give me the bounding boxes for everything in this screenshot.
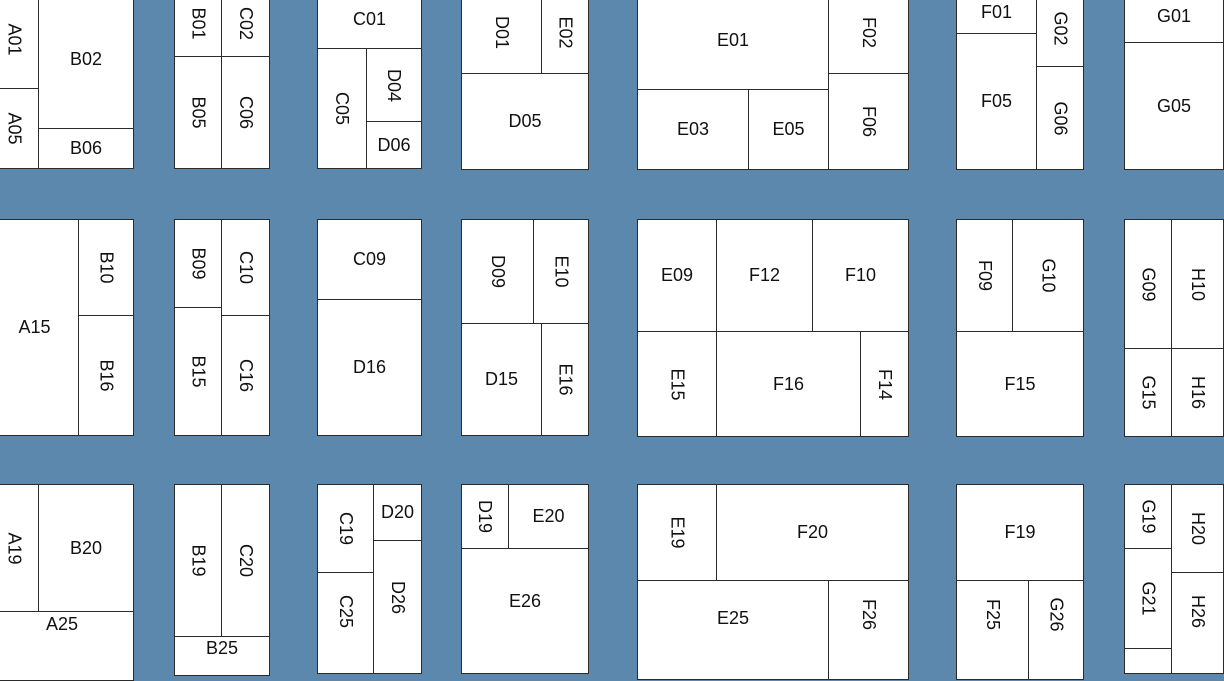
plot-label: C19 — [336, 511, 356, 546]
plot-label: G21 — [1138, 581, 1159, 616]
plot-label: F25 — [983, 598, 1003, 630]
plot-C16[interactable] — [221, 315, 270, 436]
plot-label: F02 — [859, 16, 879, 48]
plot-label: D09 — [488, 254, 508, 289]
plot-label: E02 — [555, 15, 576, 49]
plot-G06[interactable] — [1036, 66, 1084, 170]
plot-G15[interactable] — [1124, 348, 1172, 437]
plot-G01[interactable] — [1124, 0, 1224, 43]
plot-B16[interactable] — [78, 315, 134, 436]
plot-E02[interactable] — [541, 0, 589, 74]
plot-D26[interactable] — [373, 540, 422, 674]
plot-A25[interactable] — [0, 611, 134, 681]
plot-B06[interactable] — [38, 128, 134, 169]
plot-label: D16 — [352, 357, 387, 377]
plot-C25[interactable] — [317, 572, 374, 674]
plot-label: F09 — [975, 259, 995, 292]
plot-B09[interactable] — [174, 219, 222, 308]
plot-B19[interactable] — [174, 484, 222, 637]
plot-label: E03 — [676, 119, 710, 139]
plot-B02[interactable] — [38, 0, 134, 129]
plot-F14[interactable] — [860, 331, 909, 437]
plot-label: H20 — [1188, 511, 1208, 546]
plot-label: G01 — [1156, 6, 1192, 26]
plot-C09[interactable] — [317, 219, 422, 300]
plot-label: C06 — [236, 95, 256, 130]
plot-label: B05 — [188, 96, 209, 129]
plot-E05[interactable] — [748, 89, 829, 170]
plot-label: E09 — [660, 265, 694, 285]
plot-label: G10 — [1038, 258, 1059, 293]
plot-C06[interactable] — [221, 56, 270, 169]
plot-H16[interactable] — [1171, 348, 1224, 437]
plot-label: A01 — [5, 23, 25, 56]
plot-label: B02 — [69, 49, 103, 69]
plot-F01[interactable] — [956, 0, 1037, 34]
plot-G19[interactable] — [1124, 484, 1172, 549]
plot-E25[interactable] — [637, 580, 829, 680]
plot-B20[interactable] — [38, 484, 134, 612]
plot-label: D15 — [484, 369, 519, 389]
plot-E09[interactable] — [637, 219, 717, 332]
plot-C05[interactable] — [317, 48, 367, 169]
plot-label: D26 — [388, 580, 408, 614]
plot-F06[interactable] — [828, 73, 909, 170]
plot-label: E20 — [532, 506, 565, 526]
plot-E19[interactable] — [637, 484, 717, 581]
plot-label: B09 — [188, 247, 209, 280]
plot-C20[interactable] — [221, 484, 270, 637]
plot-E10[interactable] — [533, 219, 589, 324]
plot-C02[interactable] — [221, 0, 270, 57]
plot-G09[interactable] — [1124, 219, 1172, 349]
plot-label: A19 — [5, 531, 25, 565]
plot-label: C25 — [336, 594, 356, 628]
plot-label: B19 — [188, 544, 209, 577]
plot-F02[interactable] — [828, 0, 909, 74]
plot-A01[interactable] — [0, 0, 39, 89]
plot-label: G06 — [1050, 100, 1071, 136]
plot-D04[interactable] — [366, 48, 422, 122]
plot-label: H16 — [1188, 375, 1208, 410]
plot-H26[interactable] — [1171, 572, 1224, 674]
plot-G05[interactable] — [1124, 42, 1224, 170]
plot-B25[interactable] — [174, 636, 270, 676]
plot-label: B10 — [96, 251, 117, 284]
plot-label: E26 — [508, 590, 542, 611]
plot-D20[interactable] — [373, 484, 422, 541]
plot-label: F16 — [772, 373, 805, 394]
plot-label: F06 — [859, 105, 879, 138]
plot-B15[interactable] — [174, 307, 222, 436]
plot-label: C09 — [352, 249, 387, 269]
plot-label: E01 — [716, 29, 750, 50]
plot-label: G26 — [1046, 596, 1067, 632]
plot-label: D01 — [492, 15, 512, 49]
plot-label: B20 — [69, 537, 103, 558]
plot-D06[interactable] — [366, 121, 422, 169]
plot-label: G19 — [1138, 499, 1159, 534]
plot-E16[interactable] — [541, 323, 589, 436]
plot-A05[interactable] — [0, 88, 39, 169]
plot-label: D20 — [380, 502, 415, 522]
plot-F09[interactable] — [956, 219, 1013, 332]
plot-F05[interactable] — [956, 33, 1037, 170]
plot-label: H10 — [1188, 267, 1208, 301]
plot-label: G05 — [1156, 95, 1192, 116]
plot-label: F12 — [748, 265, 781, 285]
plot-G21[interactable] — [1124, 548, 1172, 649]
plot-D05[interactable] — [461, 73, 589, 170]
plot-E03[interactable] — [637, 89, 749, 170]
plot-label: F20 — [796, 522, 829, 542]
plot-label: F26 — [859, 598, 879, 630]
plot-label: F05 — [980, 91, 1013, 111]
plot-F19[interactable] — [956, 484, 1084, 581]
plot-D01[interactable] — [461, 0, 542, 74]
plot-label: F19 — [1004, 522, 1036, 542]
plot-label: B15 — [188, 355, 209, 388]
plot-label: A15 — [18, 317, 51, 337]
plot-D19[interactable] — [461, 484, 509, 549]
plot-E20[interactable] — [508, 484, 589, 549]
plot-H20[interactable] — [1171, 484, 1224, 573]
plot-F15[interactable] — [956, 331, 1084, 437]
plot-label: A25 — [45, 613, 79, 634]
plot-label: F15 — [1004, 373, 1036, 394]
plot-label: E16 — [555, 363, 576, 396]
plot-label: C16 — [236, 358, 256, 393]
plot-G26[interactable] — [1028, 580, 1084, 680]
plot-H10[interactable] — [1171, 219, 1224, 349]
plot-D15[interactable] — [461, 323, 542, 436]
plot-label: E25 — [716, 607, 750, 628]
plot-label: D06 — [377, 134, 411, 155]
plot-F26[interactable] — [828, 580, 909, 680]
plot-F10[interactable] — [812, 219, 909, 332]
plot-C10[interactable] — [221, 219, 270, 316]
plot-label: B06 — [69, 138, 103, 158]
plot-label: C20 — [236, 543, 256, 578]
plot-E26[interactable] — [461, 548, 589, 674]
plot-label: F10 — [844, 265, 877, 285]
plot-label: G09 — [1138, 266, 1159, 302]
plot-label: D05 — [508, 111, 542, 131]
plot-label: D19 — [475, 499, 496, 534]
plot-A19[interactable] — [0, 484, 39, 612]
plot-C01[interactable] — [317, 0, 422, 49]
plot-D16[interactable] — [317, 299, 422, 436]
plot-label: F14 — [875, 368, 895, 400]
plot-F16[interactable] — [716, 331, 861, 437]
plot-label: A05 — [5, 112, 25, 145]
plot-F20[interactable] — [716, 484, 909, 581]
plot-label: E05 — [772, 119, 805, 139]
plot-label: G02 — [1050, 11, 1071, 46]
plot-E01[interactable] — [637, 0, 829, 90]
plot-A15[interactable] — [0, 219, 79, 436]
plot-label: G15 — [1138, 375, 1159, 410]
plot-label: B01 — [188, 7, 209, 40]
plot-label: B25 — [205, 637, 239, 658]
plot-F12[interactable] — [716, 219, 813, 332]
plot-label: E19 — [667, 516, 688, 549]
plot-label: C05 — [332, 91, 353, 126]
plot-label: H26 — [1188, 594, 1208, 628]
plot-label: E10 — [551, 255, 572, 288]
plot-B05[interactable] — [174, 56, 222, 169]
plot-G10[interactable] — [1012, 219, 1084, 332]
plot-label: F01 — [980, 1, 1013, 22]
plot-label: C01 — [352, 9, 387, 29]
plot-label: E15 — [667, 367, 688, 401]
plot-G02[interactable] — [1036, 0, 1084, 67]
plot-D09[interactable] — [461, 219, 534, 324]
plot-F25[interactable] — [956, 580, 1029, 680]
plot-label: D04 — [384, 68, 405, 102]
plot-B10[interactable] — [78, 219, 134, 316]
plot-label: C10 — [236, 250, 256, 285]
plot-C19[interactable] — [317, 484, 374, 573]
plot-label: C02 — [236, 6, 256, 41]
plot-label: B16 — [96, 359, 117, 392]
plot-B01[interactable] — [174, 0, 222, 57]
plot-E15[interactable] — [637, 331, 717, 437]
